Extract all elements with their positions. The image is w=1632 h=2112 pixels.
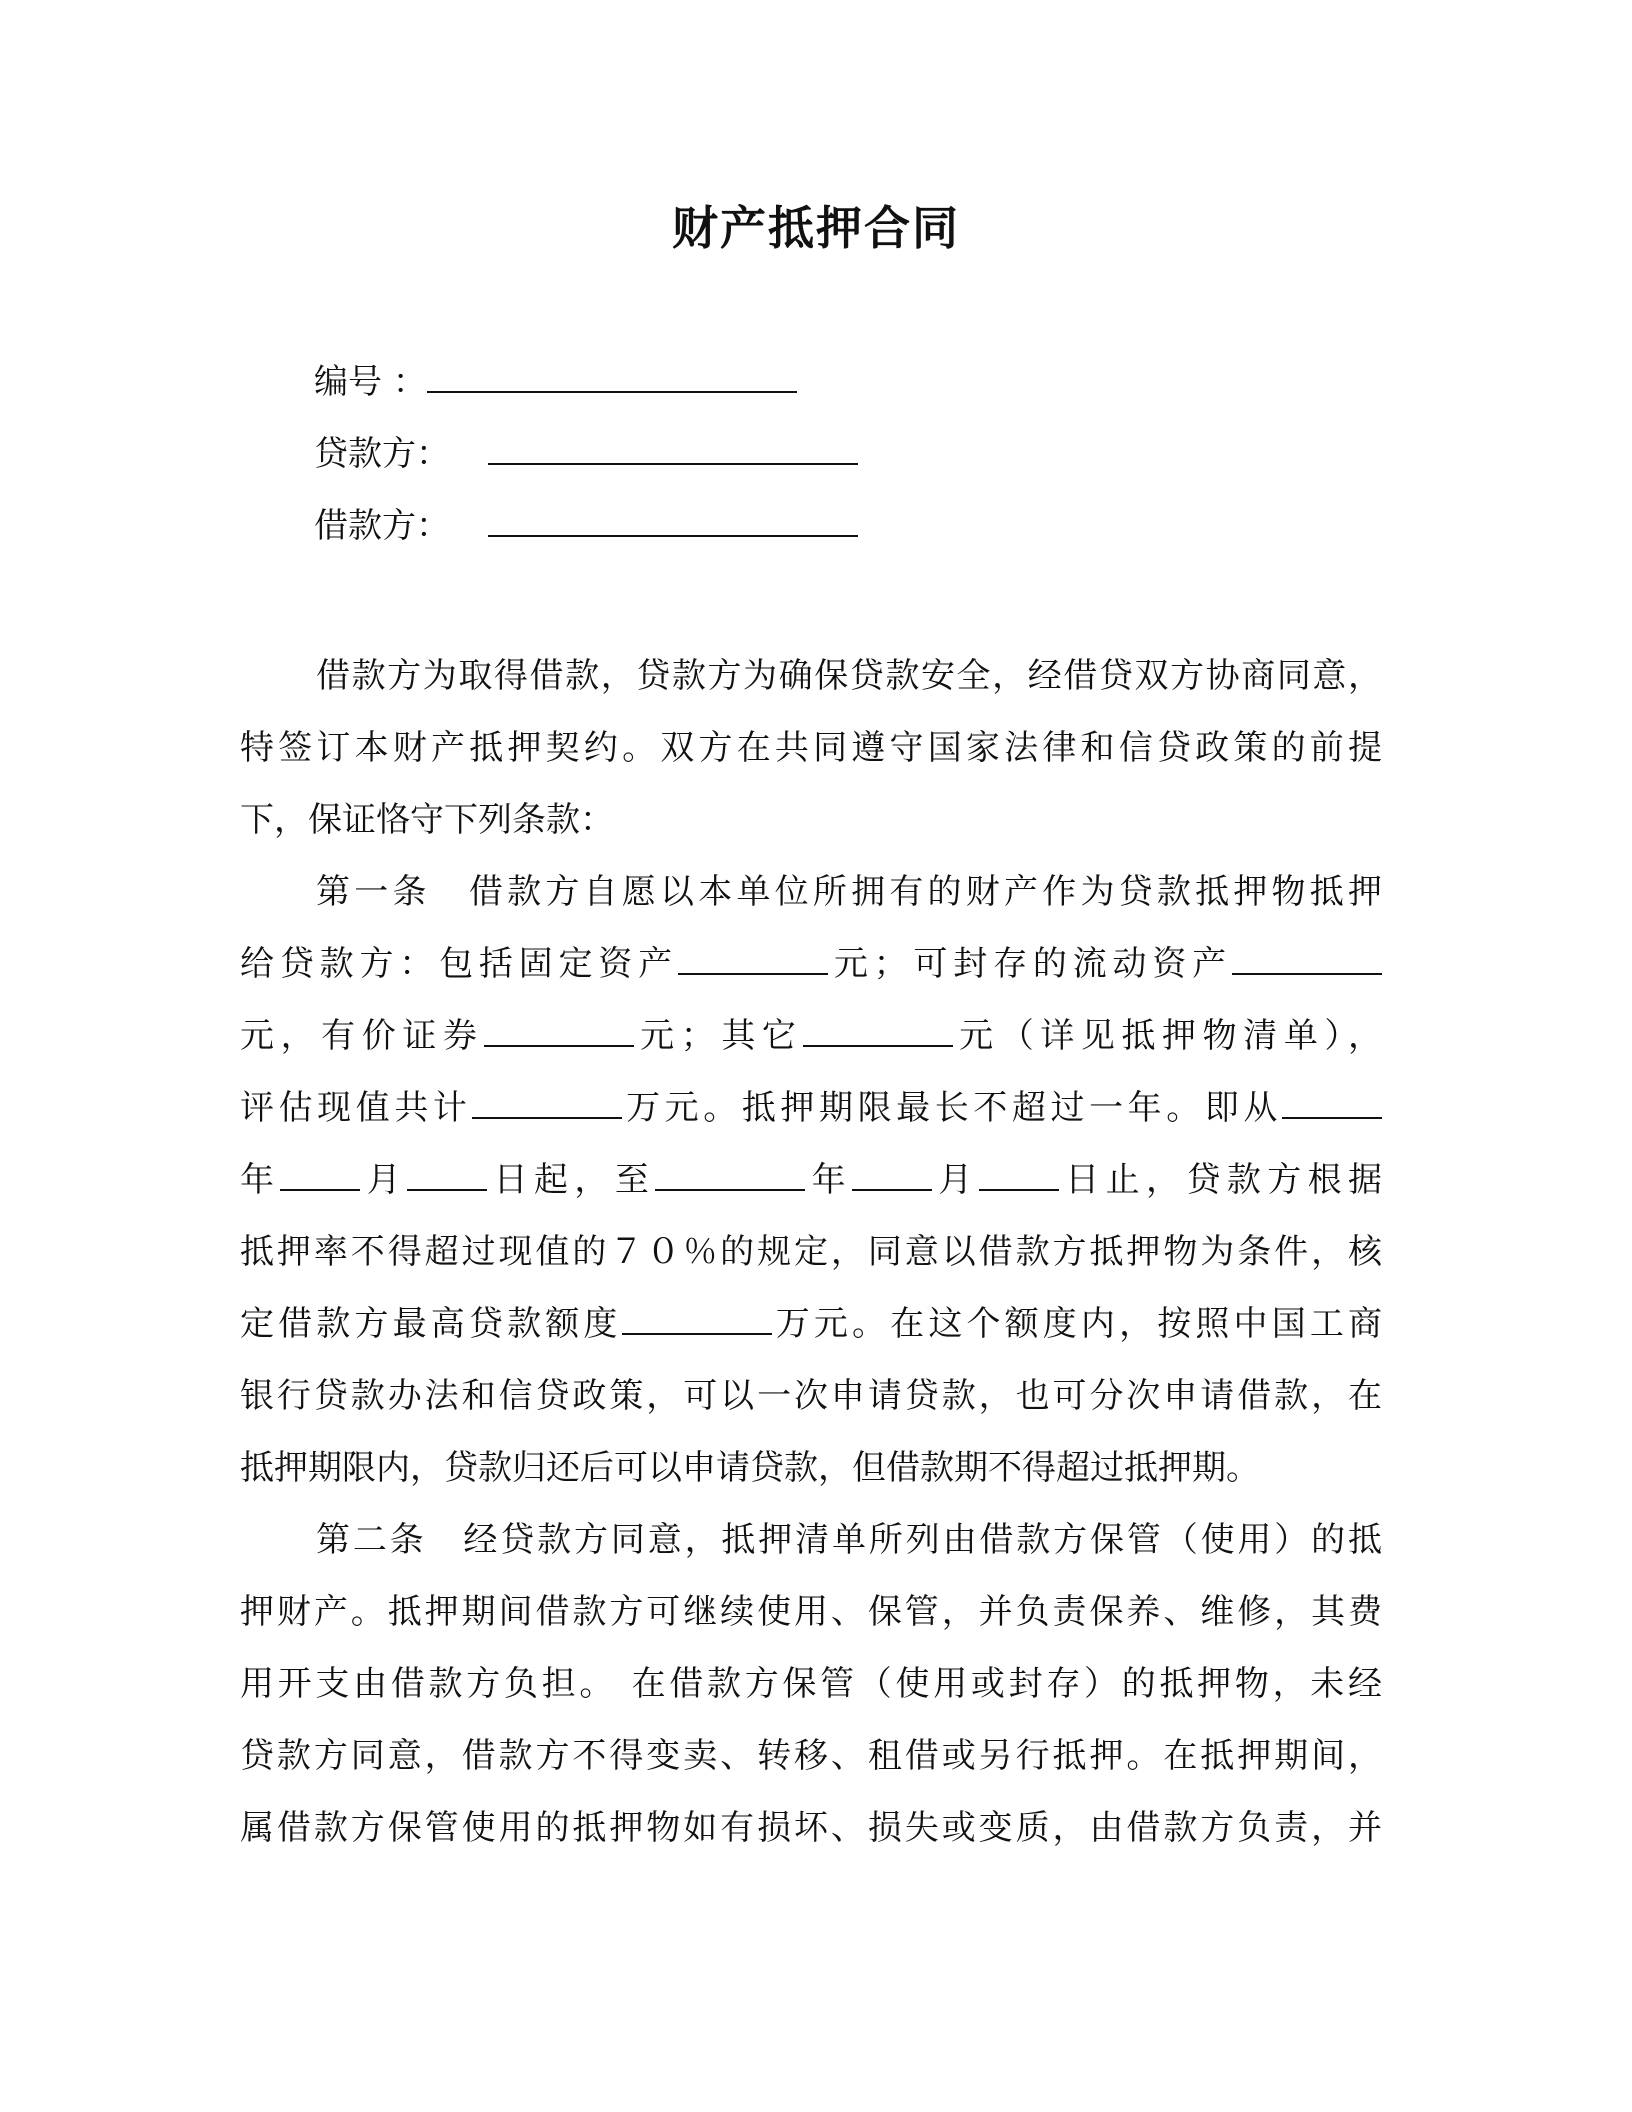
- article-1-line-5: 年 月 日起，至 年 月 日止，贷款方根据: [240, 1160, 1382, 1200]
- preamble-line-3: 下，保证恪守下列条款：: [240, 800, 614, 840]
- header-fields: [314, 355, 858, 571]
- article-1-line-9: 抵押期限内，贷款归还后可以申请贷款，但借款期不得超过抵押期。: [240, 1448, 1260, 1488]
- contract-body: [240, 640, 1382, 1864]
- lender-label: 贷款方：: [314, 434, 450, 474]
- borrower-label: 借款方：: [314, 506, 450, 546]
- start-year-blank[interactable]: [1282, 1087, 1382, 1119]
- other-assets-blank[interactable]: [803, 1015, 953, 1047]
- borrower-field: [314, 499, 858, 571]
- article-2-line-5: 属借款方保管使用的抵押物如有损坏、损失或变质，由借款方负责，并: [240, 1808, 1382, 1848]
- article-2-line-1: 第二条 经贷款方同意，抵押清单所列由借款方保管（使用）的抵: [316, 1520, 1382, 1560]
- article-2-line-3: 用开支由借款方负担。 在借款方保管（使用或封存）的抵押物，未经: [240, 1664, 1382, 1704]
- article-1-line-4: 评估现值共计 万元。抵押期限最长不超过一年。即从: [240, 1072, 1382, 1144]
- article-1-line-6: 抵押率不得超过现值的７０％的规定，同意以借款方抵押物为条件，核: [240, 1232, 1382, 1272]
- fixed-assets-blank[interactable]: [678, 943, 828, 975]
- valuation-blank[interactable]: [472, 1087, 622, 1119]
- max-loan-blank[interactable]: [622, 1303, 772, 1335]
- lender-field: [314, 427, 858, 499]
- article-1-line-7: 定借款方最高贷款额度 万元。在这个额度内，按照中国工商: [240, 1304, 1382, 1344]
- article-1-line-1: 第一条 借款方自愿以本单位所拥有的财产作为贷款抵押物抵押: [316, 872, 1382, 912]
- preamble-line-1: 借款方为取得借款，贷款方为确保贷款安全，经借贷双方协商同意，: [316, 656, 1382, 696]
- current-assets-blank[interactable]: [1232, 943, 1382, 975]
- contract-number-field: [314, 355, 858, 427]
- end-day-blank[interactable]: [979, 1159, 1059, 1191]
- contract-number-label: 编号 ：: [314, 362, 427, 402]
- article-2-line-2: 押财产。抵押期间借款方可继续使用、保管，并负责保养、维修，其费: [240, 1592, 1382, 1632]
- preamble-line-2: 特签订本财产抵押契约。双方在共同遵守国家法律和信贷政策的前提: [240, 728, 1382, 768]
- securities-blank[interactable]: [484, 1015, 634, 1047]
- borrower-blank[interactable]: [488, 499, 858, 537]
- article-2-line-4: 贷款方同意，借款方不得变卖、转移、租借或另行抵押。在抵押期间，: [240, 1736, 1382, 1776]
- contract-number-blank[interactable]: [427, 355, 797, 393]
- end-year-blank[interactable]: [655, 1159, 805, 1191]
- document-title: 财产抵押合同: [672, 201, 960, 255]
- article-1-line-8: 银行贷款办法和信贷政策，可以一次申请贷款，也可分次申请借款，在: [240, 1376, 1382, 1416]
- article-1-line-3: 元，有价证券 元；其它 元（详见抵押物清单），: [240, 1016, 1382, 1056]
- start-month-blank[interactable]: [280, 1159, 360, 1191]
- lender-blank[interactable]: [488, 427, 858, 465]
- article-1-line-2: 给贷款方：包括固定资产 元；可封存的流动资产: [240, 928, 1382, 1000]
- end-month-blank[interactable]: [852, 1159, 932, 1191]
- start-day-blank[interactable]: [407, 1159, 487, 1191]
